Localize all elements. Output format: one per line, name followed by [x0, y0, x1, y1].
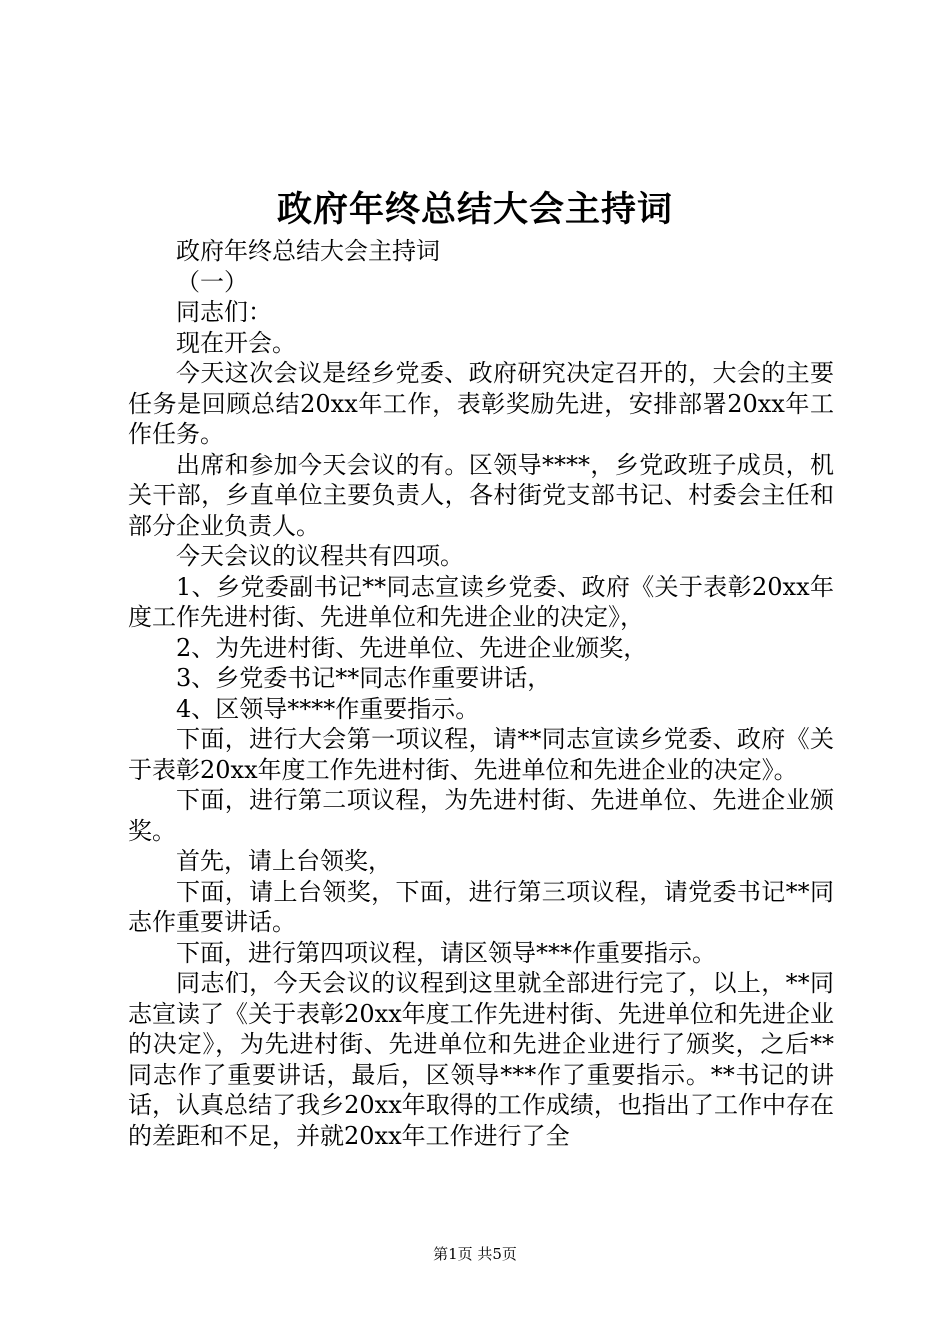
paragraph: 政府年终总结大会主持词: [176, 237, 440, 265]
paragraph: 同志们：: [176, 298, 272, 326]
paragraph: 出席和参加今天会议的有。区领导****，乡党政班子成员，机关干部，乡直单位主要负责人，各村街党支部书记、村委会主任和部分企业负责人。: [128, 450, 834, 540]
paragraph: 下面，请上台领奖，下面，进行第三项议程，请党委书记**同志作重要讲话。: [128, 877, 834, 936]
agenda-item: 4、区领导****作重要指示。: [176, 694, 480, 723]
document-title: 政府年终总结大会主持词: [276, 189, 673, 230]
page-footer: 第1页 共5页: [433, 1245, 517, 1263]
agenda-item: 1、乡党委副书记**同志宣读乡党委、政府《关于表彰20xx年度工作先进村街、先进单位和先进企业的决定》，: [128, 572, 834, 631]
agenda-item: 3、乡党委书记**同志作重要讲话，: [176, 664, 552, 692]
document-body: [128, 236, 834, 1151]
paragraph: 现在开会。: [176, 328, 296, 357]
paragraph: 下面，进行大会第一项议程，请**同志宣读乡党委、政府《关于表彰20xx年度工作先进村街、先进单位和先进企业的决定》。: [128, 725, 834, 784]
paragraph: （一）: [176, 267, 248, 296]
paragraph: 同志们，今天会议的议程到这里就全部进行完了，以上，**同志宣读了《关于表彰20xx年度工作先进村街、先进单位和先进企业的决定》，为先进村街、先进单位和先进企业进行了颁奖，之后**同志作了重要讲话，最后，区领导***作了重要指示。**书记的讲话，认真总结了我乡20xx年取得的工作成绩，也指出了工作中存在的差距和不足，并就20xx年工作进行了全: [128, 969, 834, 1150]
paragraph: 今天会议的议程共有四项。: [176, 542, 464, 570]
agenda-item: 2、为先进村街、先进单位、先进企业颁奖，: [176, 633, 648, 662]
paragraph: 今天这次会议是经乡党委、政府研究决定召开的，大会的主要任务是回顾总结20xx年工作，表彰奖励先进，安排部署20xx年工作任务。: [128, 359, 834, 448]
paragraph: 首先，请上台领奖，: [176, 847, 392, 875]
paragraph: 下面，进行第四项议程，请区领导***作重要指示。: [176, 938, 716, 967]
paragraph: 下面，进行第二项议程，为先进村街、先进单位、先进企业颁奖。: [128, 786, 834, 845]
